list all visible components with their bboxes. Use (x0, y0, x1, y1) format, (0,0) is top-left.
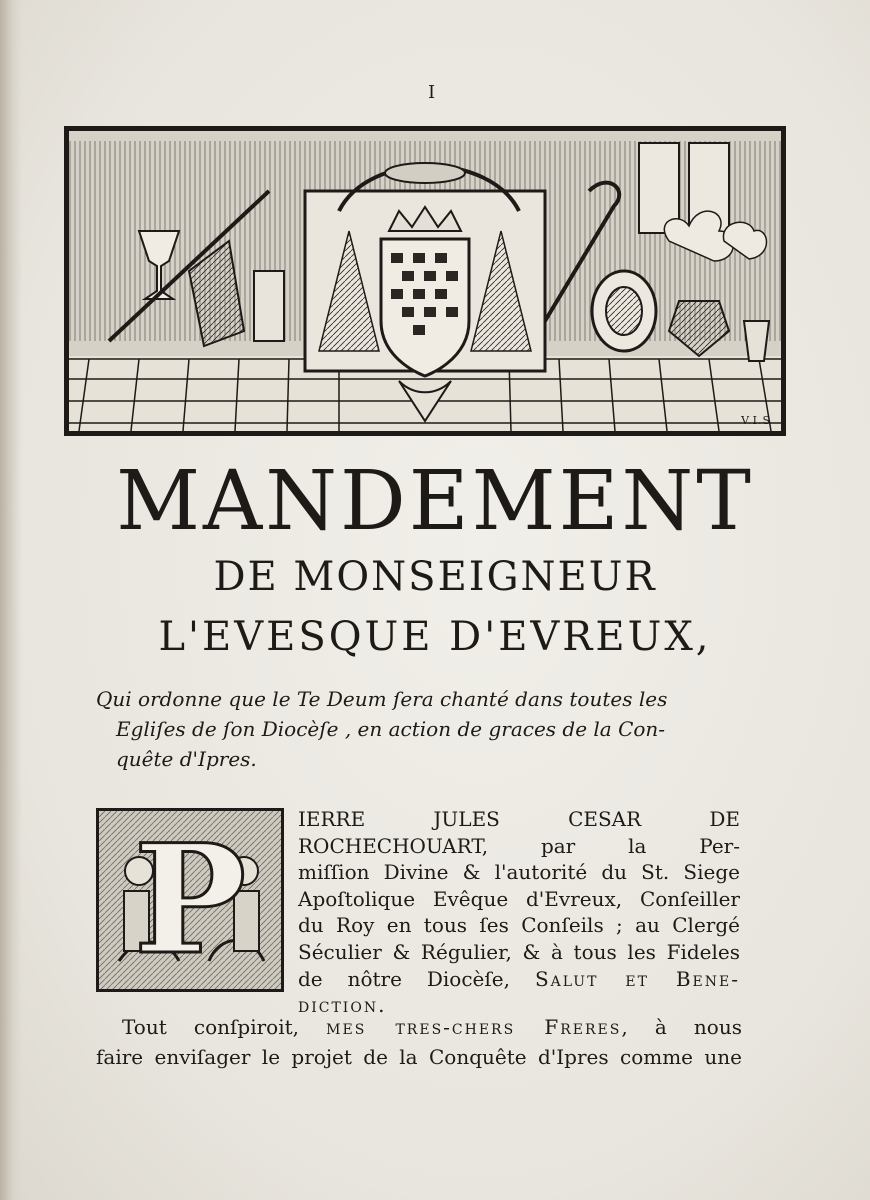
body-line: Apoſtolique Evêque d'Evreux, Conſeiller (298, 886, 740, 911)
body-line (298, 966, 740, 993)
body-line: du Roy en tous ſes Conſeils ; au Clergé (298, 913, 740, 938)
body-line: miſſion Divine & l'autorité du St. Siege (298, 860, 740, 885)
body-line: ROCHECHOUART, par la Per- (298, 833, 740, 858)
summary-paragraph (96, 684, 746, 774)
decorated-initial (96, 808, 284, 992)
left-page-edge (0, 0, 22, 1200)
body-line (96, 1012, 742, 1042)
body-text: , à nous (621, 1015, 742, 1039)
coat-of-arms-engraving (69, 131, 781, 431)
body-line: faire enviſager le projet de la Conquête d'Ipres comme une (96, 1045, 742, 1069)
body-line: IERRE JULES CESAR DE (298, 807, 740, 831)
body-text: de nôtre Diocèſe, (298, 966, 510, 991)
salutation-end: diction. (298, 993, 387, 1018)
summary-line: quête d'Ipres. (116, 747, 257, 771)
page-number: I (428, 82, 436, 103)
title-evesque-evreux: L'EVESQUE D'EVREUX, (158, 614, 712, 660)
engraved-headpiece (64, 126, 786, 436)
summary-line: Qui ordonne que le Te Deum ſera chanté dans toutes les (96, 687, 668, 711)
address-smallcaps: mes tres-chers Freres (326, 1015, 622, 1039)
salutation-smallcaps: Salut et Bene- (534, 966, 740, 991)
opening-sentence (96, 1012, 742, 1072)
address-paragraph (298, 806, 740, 1019)
summary-line: Egliſes de ſon Diocèſe , en action de graces de la Con- (116, 717, 666, 741)
title-mandement: MANDEMENT (116, 454, 754, 549)
initial-letter: P (133, 812, 247, 988)
body-line: Séculier & Régulier, & à tous les Fideles (298, 939, 740, 964)
body-text: Tout conſpiroit, (122, 1015, 300, 1039)
engraver-signature: V.I.S (741, 414, 771, 427)
title-de-monseigneur: DE MONSEIGNEUR (213, 554, 657, 600)
